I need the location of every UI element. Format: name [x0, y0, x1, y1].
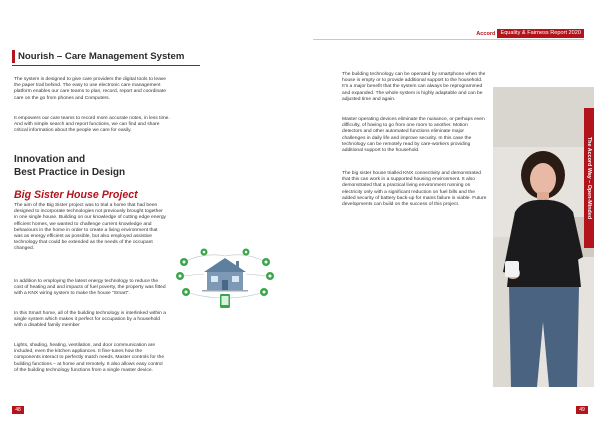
section-title: Nourish – Care Management System	[18, 51, 185, 62]
woman-with-mug-photo	[493, 87, 594, 387]
side-banner-text: The Accord Way – Open-Minded	[586, 136, 592, 220]
page-number-left: 48	[12, 406, 24, 414]
report-title: Equality & Fairness Report 2020	[497, 29, 584, 38]
big-sister-title: Big Sister House Project	[14, 189, 138, 201]
big-sister-paragraph-4: Lights, shading, heating, ventilation, and door communication are included, even the kitchen appliances. It fine-tunes how the components interact to perfectly match needs. Master controls for the building functions – at home and remotely. It also allows easy control of the building technology functions from a single master device.	[14, 343, 165, 373]
big-sister-paragraph-1: The aim of the Big Sister project was to trial a home that had been designed to incorporate technologies not previously brought together in one single house. Building on our knowledge of cutting edge energy efficient homes, we wanted to challenge current knowledge and behaviours in the home in order to create a living environment that was as energy efficient as possible, but also employed assistive technology that could be extended as the needs of the occupant changed.	[14, 203, 166, 252]
right-paragraph-1: The building technology can be operated by smartphone when the house is empty or to provide additional support to the household. It’s a major benefit that the system can always be reprogrammed and expanded. The whole system is highly adaptable and can be adjusted time and again.	[342, 72, 486, 102]
smart-home-graphic	[174, 244, 276, 310]
report-tag	[476, 29, 584, 38]
section-divider	[12, 65, 200, 66]
brand-name: Accord	[476, 30, 496, 37]
page-number-right: 49	[576, 406, 588, 414]
nourish-paragraph-2: It empowers our care teams to record more accurate notes, in less time. And with simple search and report functions, we can find and share critical information about the people we care for easily.	[14, 116, 170, 134]
big-sister-paragraph-3: In this Smart home, all of the building technology is interlinked within a single system which makes it perfect for occupation by a household with a disabled family member	[14, 311, 166, 329]
side-banner	[584, 108, 594, 248]
innovation-heading: Innovation and Best Practice in Design	[14, 154, 126, 178]
smart-home-illustration	[174, 244, 276, 310]
nourish-paragraph-1: The system is designed to give care providers the digital tools to leave the paper trail behind. The easy to use electronic care management platform enables our care teams to plan, record, report and coordinate care on the go from phones and Computers.	[14, 77, 166, 101]
house-icon	[202, 258, 248, 292]
right-paragraph-3: The big sister house trialled KNX connectivity and demonstrated that this can work in a supported housing environment. It also demonstrated that a practical living environment running on electricity only with a significant reduction on fuel bills and the added security of battery back-up for mains failure is viable. Future developments can build on the success of this project.	[342, 171, 487, 208]
right-paragraph-2: Master operating devices eliminate the nuisance, or perhaps even difficulty, of having to go from one room to another. Motion detectors and other automated functions eliminate major challenges in daily life and improve security. In this case the technology can be remotely read by care-workers providing additional support to the household.	[342, 117, 485, 154]
phone-icon	[220, 294, 230, 308]
section-heading	[12, 50, 201, 63]
header-divider	[313, 39, 584, 40]
big-sister-paragraph-2: In addition to employing the latest energy technology to reduce the cost of heating and and impacts of fuel poverty, the property was fitted with a KNX wiring system to make the house “Smart”.	[14, 279, 166, 297]
